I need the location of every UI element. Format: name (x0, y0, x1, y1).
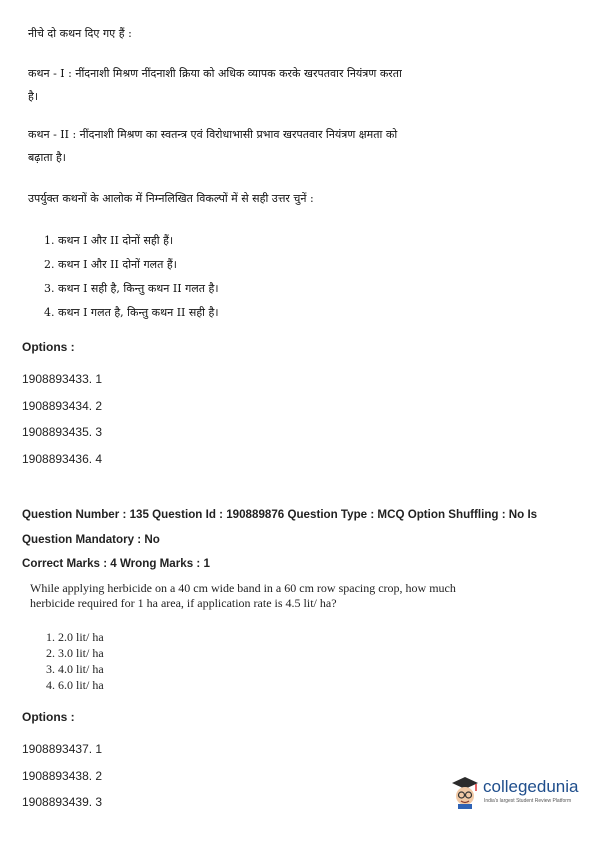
options-list-1 (22, 366, 102, 472)
hindi-choice-4: 4. कथन I गलत है, किन्तु कथन II सही है। (44, 306, 219, 319)
english-choice-4: 4. 6.0 lit/ ha (46, 678, 104, 692)
english-question (30, 581, 456, 611)
brand-name: collegedunia (483, 777, 579, 796)
option-item: 1908893434. 2 (22, 398, 103, 413)
english-choice-1: 1. 2.0 lit/ ha (46, 630, 104, 644)
question-meta-line-3: Correct Marks : 4 Wrong Marks : 1 (22, 557, 210, 570)
english-choice-2: 2. 3.0 lit/ ha (46, 646, 104, 660)
statement-1-line-1: कथन - I : नींदनाशी मिश्रण नींदनाशी क्रिया को अधिक व्यापक करके खरपतवार नियंत्रण करता (28, 67, 402, 80)
english-question-line-1: While applying herbicide on a 40 cm wide band in a 60 cm row spacing crop, how much (30, 581, 456, 595)
option-item: 1908893436. 4 (22, 451, 103, 466)
hindi-intro: नीचे दो कथन दिए गए हैं : (28, 27, 132, 40)
options-list-2 (22, 736, 102, 816)
option-item: 1908893438. 2 (22, 768, 103, 783)
option-item: 1908893435. 3 (22, 425, 103, 439)
question-meta (22, 503, 537, 577)
hindi-choice-2: 2. कथन I और II दोनों गलत हैं। (44, 258, 177, 271)
hindi-choice-1: 1. कथन I और II दोनों सही हैं। (44, 234, 174, 247)
option-item: 1908893437. 1 (22, 742, 103, 756)
option-item: 1908893433. 1 (22, 372, 103, 386)
brand-tagline: India's largest Student Review Platform (484, 798, 572, 804)
graduate-mascot-icon (450, 775, 480, 809)
statement-2-line-1: कथन - II : नींदनाशी मिश्रण का स्वतन्त्र एवं विरोधाभासी प्रभाव खरपतवार नियंत्रण क्षमता को (28, 128, 398, 141)
hindi-choices (44, 229, 219, 325)
hindi-prompt: उपर्युक्त कथनों के आलोक में निम्नलिखित विकल्पों में से सही उत्तर चुनें : (28, 192, 314, 205)
options-heading-2: Options : (22, 710, 75, 724)
statement-2-line-2: बढ़ाता है। (28, 151, 66, 164)
question-meta-line-1: Question Number : 135 Question Id : 190889876 Question Type : MCQ Option Shuffling : No Is (22, 508, 538, 521)
option-item: 1908893439. 3 (22, 795, 103, 809)
options-heading-1: Options : (22, 340, 75, 354)
hindi-choice-3: 3. कथन I सही है, किन्तु कथन II गलत है। (44, 282, 219, 295)
statement-2 (28, 127, 568, 166)
english-choice-3: 3. 4.0 lit/ ha (46, 662, 104, 676)
statement-1 (28, 66, 568, 105)
collegedunia-watermark (450, 773, 585, 813)
english-choices (46, 629, 104, 693)
english-question-line-2: herbicide required for 1 ha area, if application rate is 4.5 lit/ ha? (30, 596, 337, 610)
statement-1-line-2: है। (28, 90, 39, 103)
question-meta-line-2: Question Mandatory : No (22, 532, 160, 546)
